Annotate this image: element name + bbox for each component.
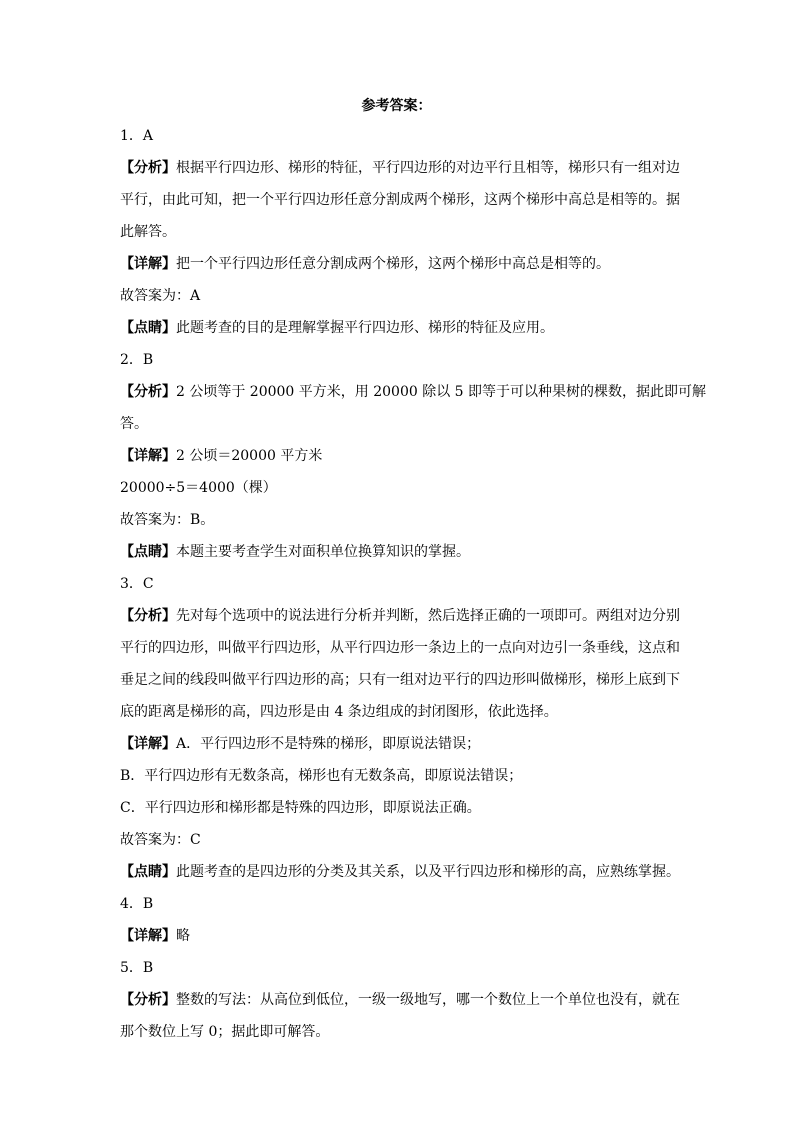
section-tag: 【分析】 <box>120 384 176 400</box>
section-text: A．平行四边形不是特殊的梯形，即原说法错误； <box>176 736 481 752</box>
answer-line: 2．B <box>120 352 154 368</box>
answer-line <box>120 984 680 1016</box>
answer-line <box>120 248 676 280</box>
answer-line: 故答案为：B。 <box>120 512 215 528</box>
answer-line <box>120 856 680 888</box>
section-tag: 【详解】 <box>120 928 176 944</box>
answer-line <box>120 376 707 408</box>
answer-line <box>120 312 676 344</box>
answer-line: 垂足之间的线段叫做平行四边形的高；只有一组对边平行的四边形叫做梯形，梯形上底到下 <box>120 672 680 688</box>
answer-line <box>120 600 680 632</box>
section-text: 把一个平行四边形任意分割成两个梯形，这两个梯形中高总是相等的。 <box>176 256 610 272</box>
section-text: 先对每个选项中的说法进行分析并判断，然后选择正确的一项即可。两组对边分别 <box>176 608 680 624</box>
section-tag: 【分析】 <box>120 160 176 176</box>
section-tag: 【点睛】 <box>120 544 176 560</box>
section-tag: 【分析】 <box>120 992 176 1008</box>
page-title: 参考答案： <box>361 98 432 114</box>
answer-line: 3．C <box>120 576 154 592</box>
answer-line: 故答案为：C <box>120 832 201 848</box>
section-text: 根据平行四边形、梯形的特征，平行四边形的对边平行且相等，梯形只有一组对边 <box>176 160 680 176</box>
answer-line: 4．B <box>120 896 154 912</box>
answer-line: 20000÷5＝4000（棵） <box>120 480 277 496</box>
answer-line <box>120 920 676 952</box>
answer-line: 1．A <box>120 128 154 144</box>
section-text: 此题考查的目的是理解掌握平行四边形、梯形的特征及应用。 <box>176 320 554 336</box>
section-tag: 【分析】 <box>120 608 176 624</box>
answer-line: 那个数位上写 0；据此即可解答。 <box>120 1024 330 1040</box>
answer-line: 5．B <box>120 960 154 976</box>
section-text: 本题主要考查学生对面积单位换算知识的掌握。 <box>176 544 470 560</box>
section-tag: 【详解】 <box>120 736 176 752</box>
section-text: 2 公顷等于 20000 平方米，用 20000 除以 5 即等于可以种果树的棵数，据此即可解 <box>176 384 707 400</box>
answer-line <box>120 536 676 568</box>
answer-line: 此解答。 <box>120 224 176 240</box>
section-tag: 【详解】 <box>120 448 176 464</box>
answer-line <box>120 152 680 184</box>
section-text: 此题考查的是四边形的分类及其关系，以及平行四边形和梯形的高，应熟练掌握。 <box>176 864 680 880</box>
answer-line: 答。 <box>120 416 148 432</box>
answer-line: 平行的四边形，叫做平行四边形，从平行四边形一条边上的一点向对边引一条垂线，这点和 <box>120 640 680 656</box>
section-tag: 【点睛】 <box>120 320 176 336</box>
section-text: 整数的写法：从高位到低位，一级一级地写，哪一个数位上一个单位也没有，就在 <box>176 992 680 1008</box>
section-tag: 【详解】 <box>120 256 176 272</box>
section-tag: 【点睛】 <box>120 864 176 880</box>
answer-line: B．平行四边形有无数条高，梯形也有无数条高，即原说法错误； <box>120 768 523 784</box>
answer-line: C．平行四边形和梯形都是特殊的四边形，即原说法正确。 <box>120 800 481 816</box>
answer-line <box>120 440 676 472</box>
answer-line: 平行，由此可知，把一个平行四边形任意分割成两个梯形，这两个梯形中高总是相等的。据 <box>120 192 680 208</box>
answer-line: 故答案为：A <box>120 288 201 304</box>
section-text: 略 <box>176 928 190 944</box>
answer-line <box>120 728 676 760</box>
answer-line: 底的距离是梯形的高，四边形是由 4 条边组成的封闭图形，依此选择。 <box>120 704 558 720</box>
section-text: 2 公顷＝20000 平方米 <box>176 448 323 464</box>
answer-content <box>120 120 707 1048</box>
